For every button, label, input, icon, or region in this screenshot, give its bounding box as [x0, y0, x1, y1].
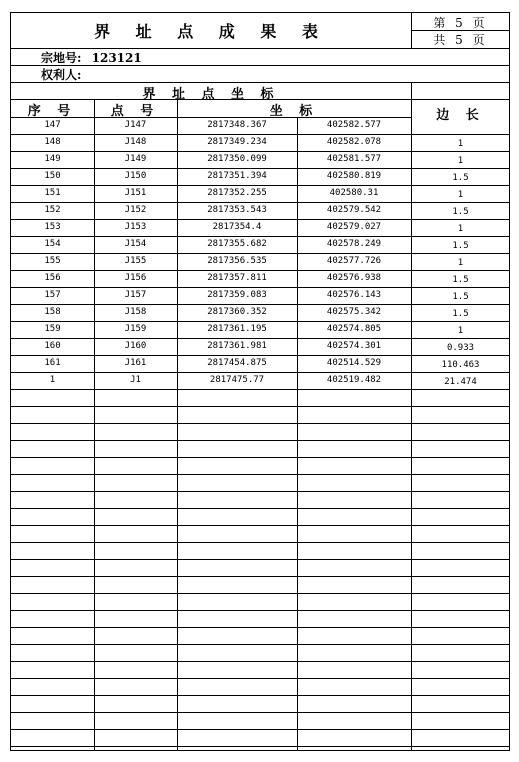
row-seq: 151 — [44, 188, 61, 198]
header-seq: 序 号 — [27, 104, 77, 119]
row-y-coord: 402579.027 — [326, 222, 382, 232]
row-x-coord: 2817349.234 — [207, 137, 267, 147]
row-x-coord: 2817357.811 — [207, 273, 267, 283]
row-y-coord: 402581.577 — [326, 154, 382, 164]
row-point: J160 — [124, 341, 147, 351]
row-x-coord: 2817454.875 — [207, 358, 267, 368]
edge-length: 1.5 — [452, 241, 469, 251]
row-divider — [11, 644, 411, 645]
row-x-coord: 2817361.981 — [207, 341, 267, 351]
row-divider — [11, 610, 411, 611]
section-title: 界 址 点 坐 标 — [142, 87, 280, 102]
row-point: J154 — [124, 239, 147, 249]
row-seq: 156 — [44, 273, 61, 283]
edge-length: 1.5 — [452, 173, 469, 183]
owner — [41, 66, 81, 83]
row-point: J161 — [124, 358, 147, 368]
row-divider — [11, 593, 411, 594]
header-coord: 坐 标 — [269, 104, 319, 119]
row-x-coord: 2817361.195 — [207, 324, 267, 334]
edge-length: 0.933 — [446, 343, 475, 353]
edge-divider — [411, 474, 510, 475]
row-divider — [11, 525, 411, 526]
edge-length: 1.5 — [452, 275, 469, 285]
edge-divider — [411, 712, 510, 713]
row-point: J148 — [124, 137, 147, 147]
row-x-coord: 2817354.4 — [212, 222, 262, 232]
edge-divider — [411, 593, 510, 594]
page-total: 共 5 页 — [433, 33, 488, 47]
edge-divider — [411, 678, 510, 679]
row-x-coord: 2817352.255 — [207, 188, 267, 198]
edge-divider — [411, 406, 510, 407]
row-point: J150 — [124, 171, 147, 181]
edge-length: 1.5 — [452, 207, 469, 217]
row-x-coord: 2817356.535 — [207, 256, 267, 266]
row-y-coord: 402574.805 — [326, 324, 382, 334]
divider — [11, 65, 509, 66]
row-divider — [11, 491, 411, 492]
row-point: J152 — [124, 205, 147, 215]
edge-divider — [411, 542, 510, 543]
row-point: J155 — [124, 256, 147, 266]
row-divider — [11, 389, 411, 390]
row-x-coord: 2817475.77 — [209, 375, 265, 385]
edge-divider — [411, 440, 510, 441]
row-seq: 154 — [44, 239, 61, 249]
header-edge: 边 长 — [436, 108, 485, 123]
row-divider — [11, 457, 411, 458]
edge-length: 1 — [457, 224, 464, 234]
row-y-coord: 402576.938 — [326, 273, 382, 283]
edge-divider — [411, 576, 510, 577]
row-seq: 150 — [44, 171, 61, 181]
row-divider — [11, 627, 411, 628]
row-point: J157 — [124, 290, 147, 300]
row-seq: 155 — [44, 256, 61, 266]
row-seq: 160 — [44, 341, 61, 351]
row-y-coord: 402576.143 — [326, 290, 382, 300]
row-divider — [11, 746, 411, 747]
row-seq: 1 — [49, 375, 56, 385]
edge-length: 1 — [457, 156, 464, 166]
row-y-coord: 402580.31 — [329, 188, 379, 198]
row-point: J153 — [124, 222, 147, 232]
edge-divider — [411, 627, 510, 628]
row-x-coord: 2817353.543 — [207, 205, 267, 215]
row-seq: 161 — [44, 358, 61, 368]
row-divider — [11, 678, 411, 679]
row-divider — [11, 712, 411, 713]
row-divider — [11, 576, 411, 577]
row-y-coord: 402574.301 — [326, 341, 382, 351]
row-divider — [11, 695, 411, 696]
edge-length: 110.463 — [441, 360, 480, 370]
row-x-coord: 2817350.099 — [207, 154, 267, 164]
row-point: J147 — [124, 120, 147, 130]
row-divider — [11, 729, 411, 730]
header-point: 点 号 — [110, 104, 160, 119]
parcel-number — [41, 49, 142, 66]
row-seq: 157 — [44, 290, 61, 300]
row-point: J151 — [124, 188, 147, 198]
row-divider — [11, 440, 411, 441]
edge-divider — [411, 695, 510, 696]
edge-divider — [411, 559, 510, 560]
edge-divider — [411, 491, 510, 492]
row-y-coord: 402582.078 — [326, 137, 382, 147]
edge-divider — [411, 729, 510, 730]
results-table-sheet — [10, 12, 510, 751]
row-y-coord: 402578.249 — [326, 239, 382, 249]
row-divider — [11, 508, 411, 509]
row-x-coord: 2817359.083 — [207, 290, 267, 300]
edge-divider — [411, 423, 510, 424]
row-seq: 148 — [44, 137, 61, 147]
edge-divider — [411, 644, 510, 645]
row-divider — [11, 661, 411, 662]
page-number: 第 5 页 — [433, 16, 488, 30]
row-seq: 153 — [44, 222, 61, 232]
edge-length: 1 — [457, 139, 464, 149]
row-y-coord: 402580.819 — [326, 171, 382, 181]
row-divider — [11, 542, 411, 543]
row-y-coord: 402575.342 — [326, 307, 382, 317]
row-seq: 149 — [44, 154, 61, 164]
row-divider — [11, 423, 411, 424]
page-title: 界 址 点 成 果 表 — [94, 22, 328, 41]
row-x-coord: 2817355.682 — [207, 239, 267, 249]
row-divider — [11, 474, 411, 475]
row-x-coord: 2817351.394 — [207, 171, 267, 181]
row-point: J158 — [124, 307, 147, 317]
edge-length: 1 — [457, 258, 464, 268]
row-point: J149 — [124, 154, 147, 164]
edge-divider — [411, 661, 510, 662]
row-y-coord: 402577.726 — [326, 256, 382, 266]
edge-divider — [411, 610, 510, 611]
row-seq: 152 — [44, 205, 61, 215]
row-point: J156 — [124, 273, 147, 283]
row-seq: 159 — [44, 324, 61, 334]
row-point: J159 — [124, 324, 147, 334]
edge-divider — [411, 508, 510, 509]
parcel-label: 宗地号: — [41, 51, 82, 65]
row-y-coord: 402579.542 — [326, 205, 382, 215]
row-seq: 147 — [44, 120, 61, 130]
row-x-coord: 2817348.367 — [207, 120, 267, 130]
row-divider — [11, 406, 411, 407]
row-point: J1 — [130, 375, 141, 385]
row-y-coord: 402582.577 — [326, 120, 382, 130]
edge-length: 1 — [457, 190, 464, 200]
owner-label: 权利人: — [41, 68, 82, 82]
edge-length: 1.5 — [452, 292, 469, 302]
row-seq: 158 — [44, 307, 61, 317]
edge-divider — [411, 457, 510, 458]
edge-divider — [411, 134, 510, 135]
edge-divider — [411, 525, 510, 526]
row-x-coord: 2817360.352 — [207, 307, 267, 317]
row-divider — [11, 559, 411, 560]
edge-length: 1.5 — [452, 309, 469, 319]
row-y-coord: 402514.529 — [326, 358, 382, 368]
edge-length: 1 — [457, 326, 464, 336]
edge-divider — [411, 746, 510, 747]
row-y-coord: 402519.482 — [326, 375, 382, 385]
parcel-value: 123121 — [91, 51, 142, 65]
edge-length: 21.474 — [444, 377, 477, 387]
